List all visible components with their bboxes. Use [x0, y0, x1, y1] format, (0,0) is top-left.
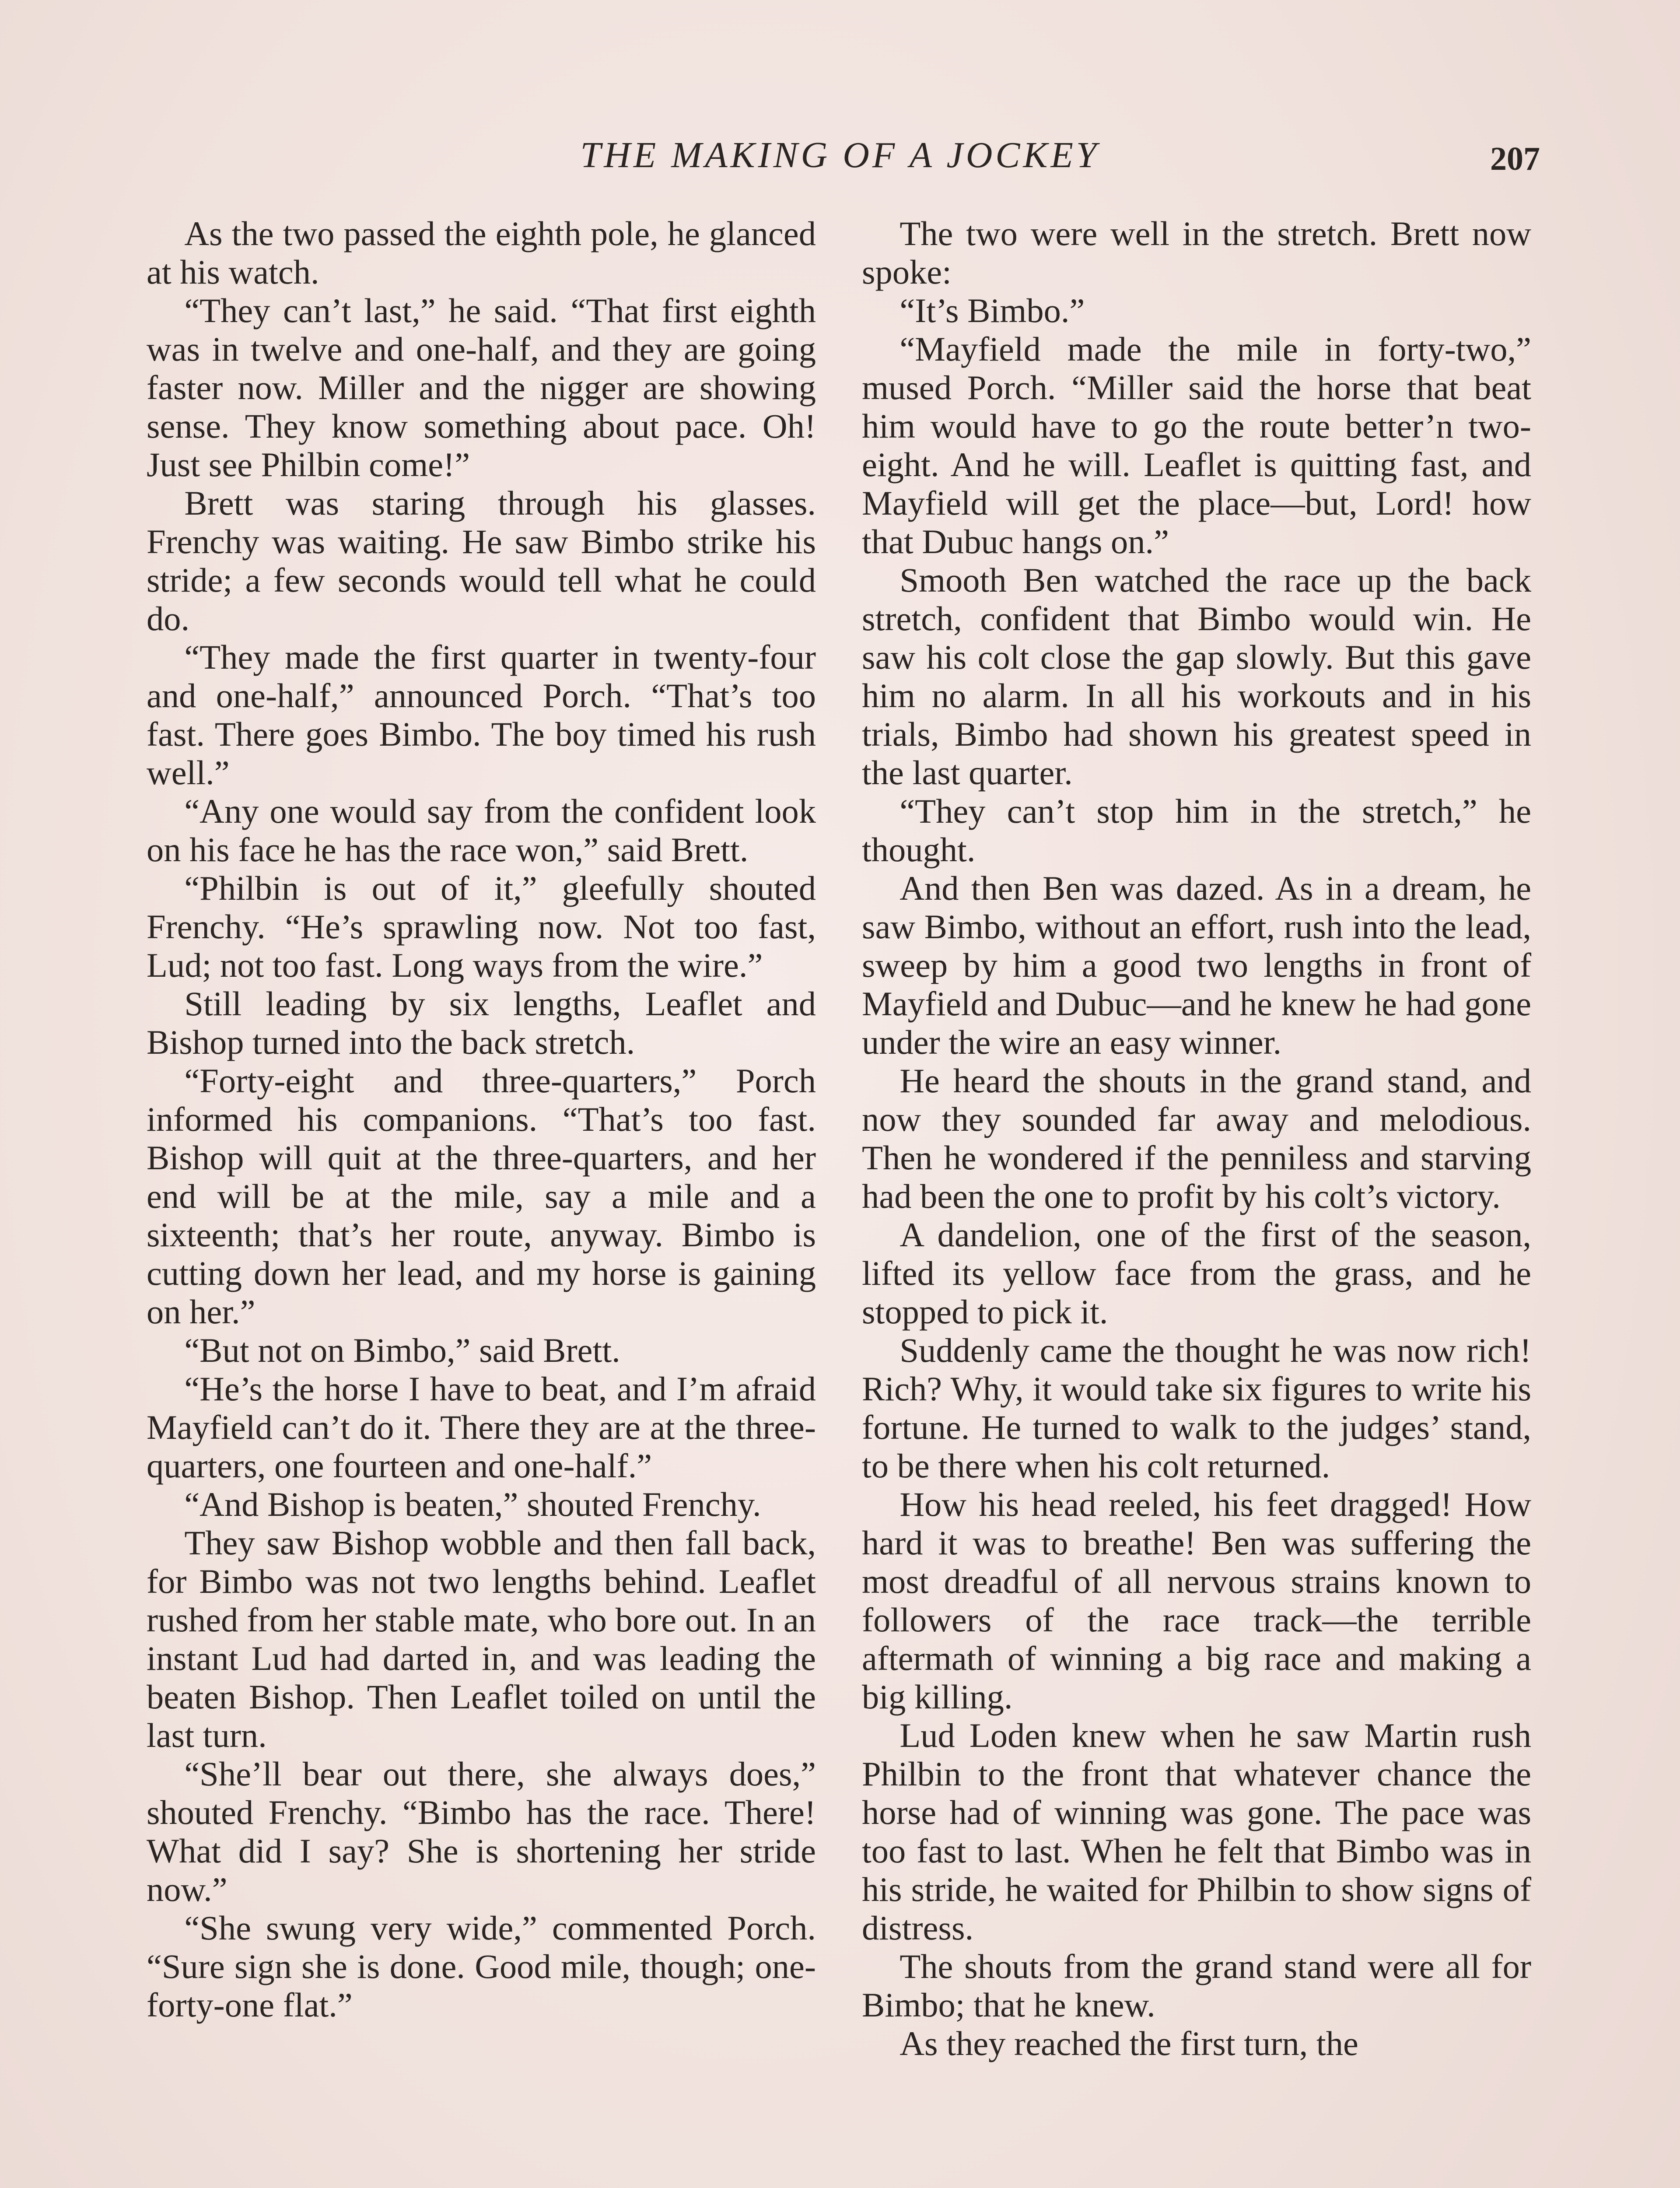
paragraph: “She’ll bear out there, she always does,” shouted Frenchy. “Bimbo has the race. There! What did I say? She is shortening her stride now.”: [147, 1755, 816, 1908]
paragraph: Brett was staring through his glasses. Frenchy was waiting. He saw Bimbo strike his stride; a few seconds would tell what he could do.: [147, 484, 816, 638]
paragraph: Suddenly came the thought he was now rich! Rich? Why, it would take six figures to write his fortune. He turned to walk to the judges’ stand, to be there when his colt returned.: [862, 1331, 1531, 1485]
paragraph: “They can’t last,” he said. “That first eighth was in twelve and one-half, and they are going faster now. Miller and the nigger are showing sense. They know something about pace. Oh! Just see Philbin come!”: [147, 291, 816, 484]
paragraph: And then Ben was dazed. As in a dream, he saw Bimbo, without an effort, rush into the lead, sweep by him a good two lengths in front of Mayfield and Dubuc—and he knew he had gone under the wire an easy winner.: [862, 869, 1531, 1061]
paragraph: The shouts from the grand stand were all for Bimbo; that he knew.: [862, 1947, 1531, 2024]
text-column-left: [147, 214, 816, 2024]
paragraph: Smooth Ben watched the race up the back stretch, confident that Bimbo would win. He saw his colt close the gap slowly. But this gave him no alarm. In all his workouts and in his trials, Bimbo had shown his greatest speed in the last quarter.: [862, 561, 1531, 792]
paragraph: He heard the shouts in the grand stand, and now they sounded far away and melodious. Then he wondered if the penniless and starving had been the one to profit by his colt’s victory.: [862, 1062, 1531, 1215]
page-number: 207: [1490, 140, 1540, 177]
paragraph: “They can’t stop him in the stretch,” he thought.: [862, 792, 1531, 869]
paragraph: They saw Bishop wobble and then fall back, for Bimbo was not two lengths behind. Leaflet rushed from her stable mate, who bore out. In an instant Lud had darted in, and was leading the beaten Bishop. Then Leaflet toiled on until the last turn.: [147, 1524, 816, 1754]
paragraph: “Mayfield made the mile in forty-two,” mused Porch. “Miller said the horse that beat him would have to go the route better’n two-eight. And he will. Leaflet is quitting fast, and Mayfield will get the place—but, Lord! how that Dubuc hangs on.”: [862, 330, 1531, 561]
paragraph: “Any one would say from the confident look on his face he has the race won,” said Brett.: [147, 792, 816, 869]
paragraph: As the two passed the eighth pole, he glanced at his watch.: [147, 214, 816, 291]
paragraph: “It’s Bimbo.”: [900, 291, 1085, 330]
page-header: [147, 131, 1540, 188]
paragraph: How his head reeled, his feet dragged! How hard it was to breathe! Ben was suffering the most dreadful of all nervous strains known to followers of the race track—the terrible aftermath of winning a big race and making a big killing.: [862, 1485, 1531, 1716]
paragraph: “But not on Bimbo,” said Brett.: [184, 1331, 620, 1369]
text-column-right: [862, 214, 1531, 2063]
paragraph: As they reached the first turn, the: [900, 2024, 1358, 2062]
paragraph: “She swung very wide,” commented Porch. “Sure sign she is done. Good mile, though; one-forty-one flat.”: [147, 1909, 816, 2024]
paragraph: “He’s the horse I have to beat, and I’m afraid Mayfield can’t do it. There they are at the three-quarters, one fourteen and one-half.”: [147, 1370, 816, 1485]
paragraph: Still leading by six lengths, Leaflet and Bishop turned into the back stretch.: [147, 985, 816, 1061]
running-title: THE MAKING OF A JOCKEY: [580, 135, 1100, 175]
paragraph: A dandelion, one of the first of the season, lifted its yellow face from the grass, and he stopped to pick it.: [862, 1216, 1531, 1331]
paragraph: Lud Loden knew when he saw Martin rush Philbin to the front that whatever chance the horse had of winning was gone. The pace was too fast to last. When he felt that Bimbo was in his stride, he waited for Philbin to show signs of distress.: [862, 1716, 1531, 1947]
paragraph: “Forty-eight and three-quarters,” Porch informed his companions. “That’s too fast. Bishop will quit at the three-quarters, and her end will be at the mile, say a mile and a sixteenth; that’s her route, anyway. Bimbo is cutting down her lead, and my horse is gaining on her.”: [147, 1062, 816, 1331]
paragraph: “And Bishop is beaten,” shouted Frenchy.: [184, 1485, 761, 1523]
paragraph: “They made the first quarter in twenty-four and one-half,” announced Porch. “That’s too fast. There goes Bimbo. The boy timed his rush well.”: [147, 638, 816, 792]
paragraph: The two were well in the stretch. Brett now spoke:: [862, 214, 1531, 291]
paragraph: “Philbin is out of it,” gleefully shouted Frenchy. “He’s sprawling now. Not too fast, Lud; not too fast. Long ways from the wire.”: [147, 869, 816, 984]
